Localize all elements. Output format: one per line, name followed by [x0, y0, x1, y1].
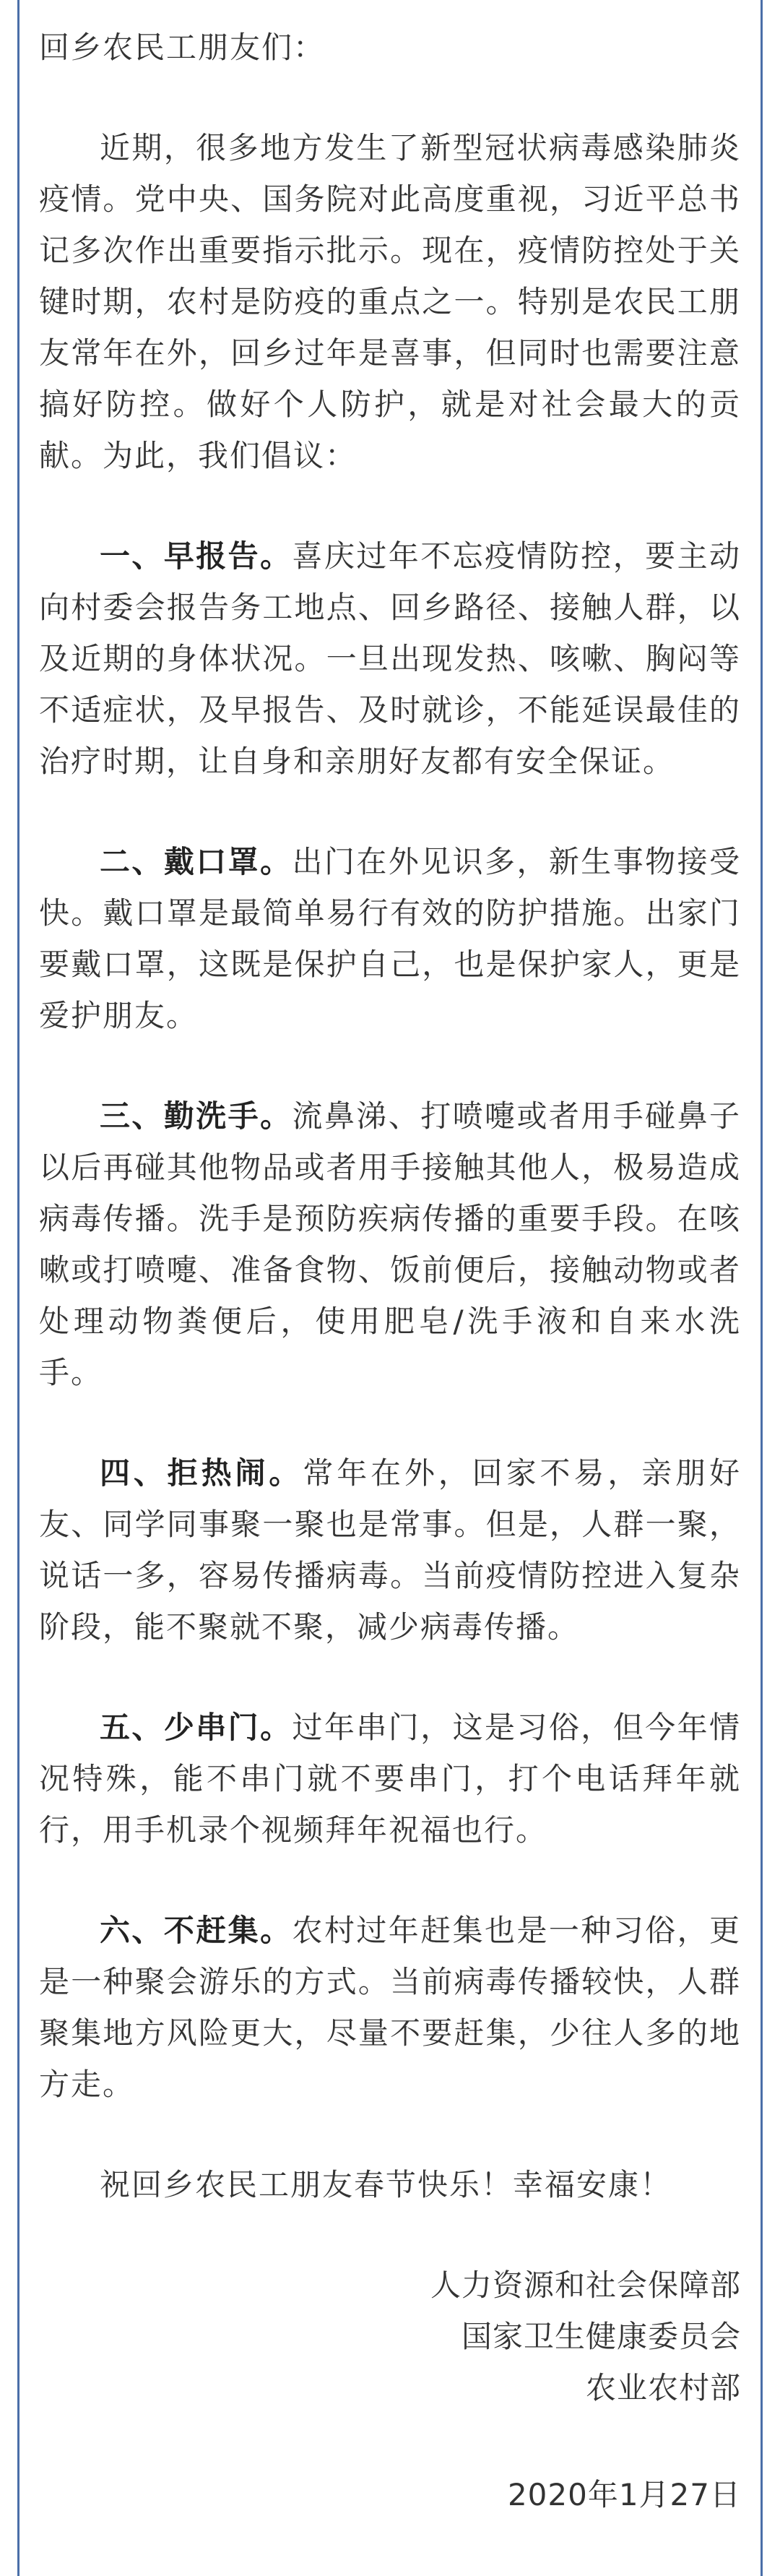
- section-text: 农村过年赶集也是一种习俗，更是一种聚会游乐的方式。当前病毒传播较快，人群聚集地方风险更大，尽量不要赶集，少往人多的地方走。: [39, 1913, 741, 2102]
- section-avoid-crowds: [39, 1447, 741, 1653]
- section-heading: 六、不赶集。: [100, 1913, 292, 1948]
- section-text: 常年在外，回家不易，亲朋好友、同学同事聚一聚也是常事。但是，人群一聚，说话一多，容易传播病毒。当前疫情防控进入复杂阶段，能不聚就不聚，减少病毒传播。: [39, 1455, 741, 1645]
- section-wash-hands: [39, 1090, 741, 1398]
- section-no-market: [39, 1905, 741, 2110]
- section-heading: 五、少串门。: [100, 1710, 292, 1745]
- section-fewer-visits: [39, 1702, 741, 1856]
- section-wear-mask: [39, 836, 741, 1041]
- section-text: 流鼻涕、打喷嚏或者用手碰鼻子以后再碰其他物品或者用手接触其他人，极易造成病毒传播。洗手是预防疾病传播的重要手段。在咳嗽或打喷嚏、准备食物、饭前便后，接触动物或者处理动物粪便后，使用肥皂/洗手液和自来水洗手。: [39, 1098, 741, 1390]
- section-text: 喜庆过年不忘疫情防控，要主动向村委会报告务工地点、回乡路径、接触人群，以及近期的身体状况。一旦出现发热、咳嗽、胸闷等不适症状，及早报告、及时就诊，不能延误最佳的治疗时期，让自身和亲朋好友都有安全保证。: [39, 538, 741, 779]
- section-text: 过年串门，这是习俗，但今年情况特殊，能不串门就不要串门，打个电话拜年就行，用手机录个视频拜年祝福也行。: [39, 1710, 741, 1848]
- salutation: 回乡农民工朋友们：: [39, 30, 326, 65]
- section-heading: 一、早报告。: [100, 538, 292, 574]
- letter-body: [39, 0, 741, 2520]
- signatory-moa: 农业农村部: [585, 2370, 741, 2405]
- section-text: 出门在外见识多，新生事物接受快。戴口罩是最简单易行有效的防护措施。出家门要戴口罩，这既是保护自己，也是保护家人，更是爱护朋友。: [39, 844, 741, 1033]
- section-heading: 二、戴口罩。: [100, 844, 292, 879]
- section-early-report: [39, 530, 741, 787]
- closing-wish: 祝回乡农民工朋友春节快乐！幸福安康！: [100, 2167, 672, 2202]
- section-heading: 四、拒热闹。: [100, 1455, 303, 1491]
- signatory-hrss: 人力资源和社会保障部: [430, 2267, 741, 2303]
- section-heading: 三、勤洗手。: [100, 1098, 292, 1134]
- date: 2020年1月27日: [507, 2477, 741, 2512]
- signatory-nhc: 国家卫生健康委员会: [461, 2319, 741, 2354]
- intro-paragraph: 近期，很多地方发生了新型冠状病毒感染肺炎疫情。党中央、国务院对此高度重视，习近平总书记多次作出重要指示批示。现在，疫情防控处于关键时期，农村是防疫的重点之一。特别是农民工朋友常年在外，回乡过年是喜事，但同时也需要注意搞好防控。做好个人防护，就是对社会最大的贡献。为此，我们倡议：: [39, 130, 741, 473]
